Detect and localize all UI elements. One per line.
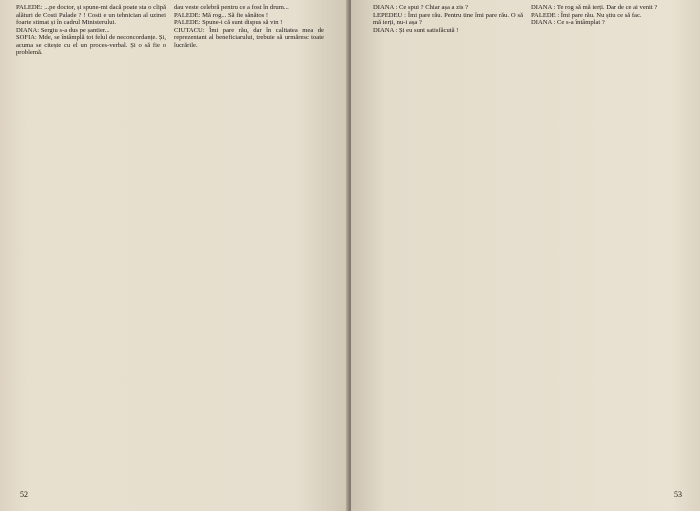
text-line: DIANA: Sergiu s-a dus pe șantier... — [16, 26, 110, 34]
text-line: LEPEDEU : Îmi pare rău. Pentru tine îmi pare rău. O să mă ierți, nu-i așa ? — [373, 11, 523, 27]
left-page-column-2 — [174, 4, 324, 49]
text-line: SOFIA: Mde, se întâmplă tot felul de neconcordanțe. Și, acuma se citește cu el un proces-verbal. Și o să fie o problemă. — [16, 34, 166, 57]
text-line: DIANA : Și eu sunt satisfăcută ! — [373, 26, 459, 34]
text-line: DIANA : Ce spui ? Chiar așa a zis ? — [373, 4, 469, 11]
right-page-column-2 — [531, 4, 683, 27]
left-page — [0, 0, 349, 511]
text-line: PALEDE: Spune-i că sunt dispus să vin ! — [174, 19, 283, 27]
page-number-left: 52 — [20, 490, 28, 499]
text-line: dau veste celebră pentru ce a fost în drum... — [174, 4, 289, 11]
page-number-right: 53 — [674, 490, 682, 499]
text-line: PALEDE : Îmi pare rău. Nu știu ce să fac. — [531, 11, 642, 19]
text-line: PALEDE: ...pe doctor, și spune-mi dacă poate sta o clipă alături de Costi Palade ? ! Costi e un tehnician al uzinei foarte stimat și în cadrul Ministerului. — [16, 4, 166, 27]
text-line: DIANA : Ce s-a întâmplat ? — [531, 19, 605, 27]
text-line: PALEDE: Mă rog... Să fie sănătos ! — [174, 11, 269, 19]
right-page-column-1 — [373, 4, 523, 34]
text-line: DIANA : Te rog să mă ierți. Dar de ce ai venit ? — [531, 4, 658, 11]
right-page — [351, 0, 700, 511]
text-line: CIUTACU: Îmi pare rău, dar în calitatea mea de reprezentant al beneficiarului, trebuie să urmăresc toate lucrările. — [174, 26, 324, 49]
left-page-column-1 — [16, 4, 166, 57]
